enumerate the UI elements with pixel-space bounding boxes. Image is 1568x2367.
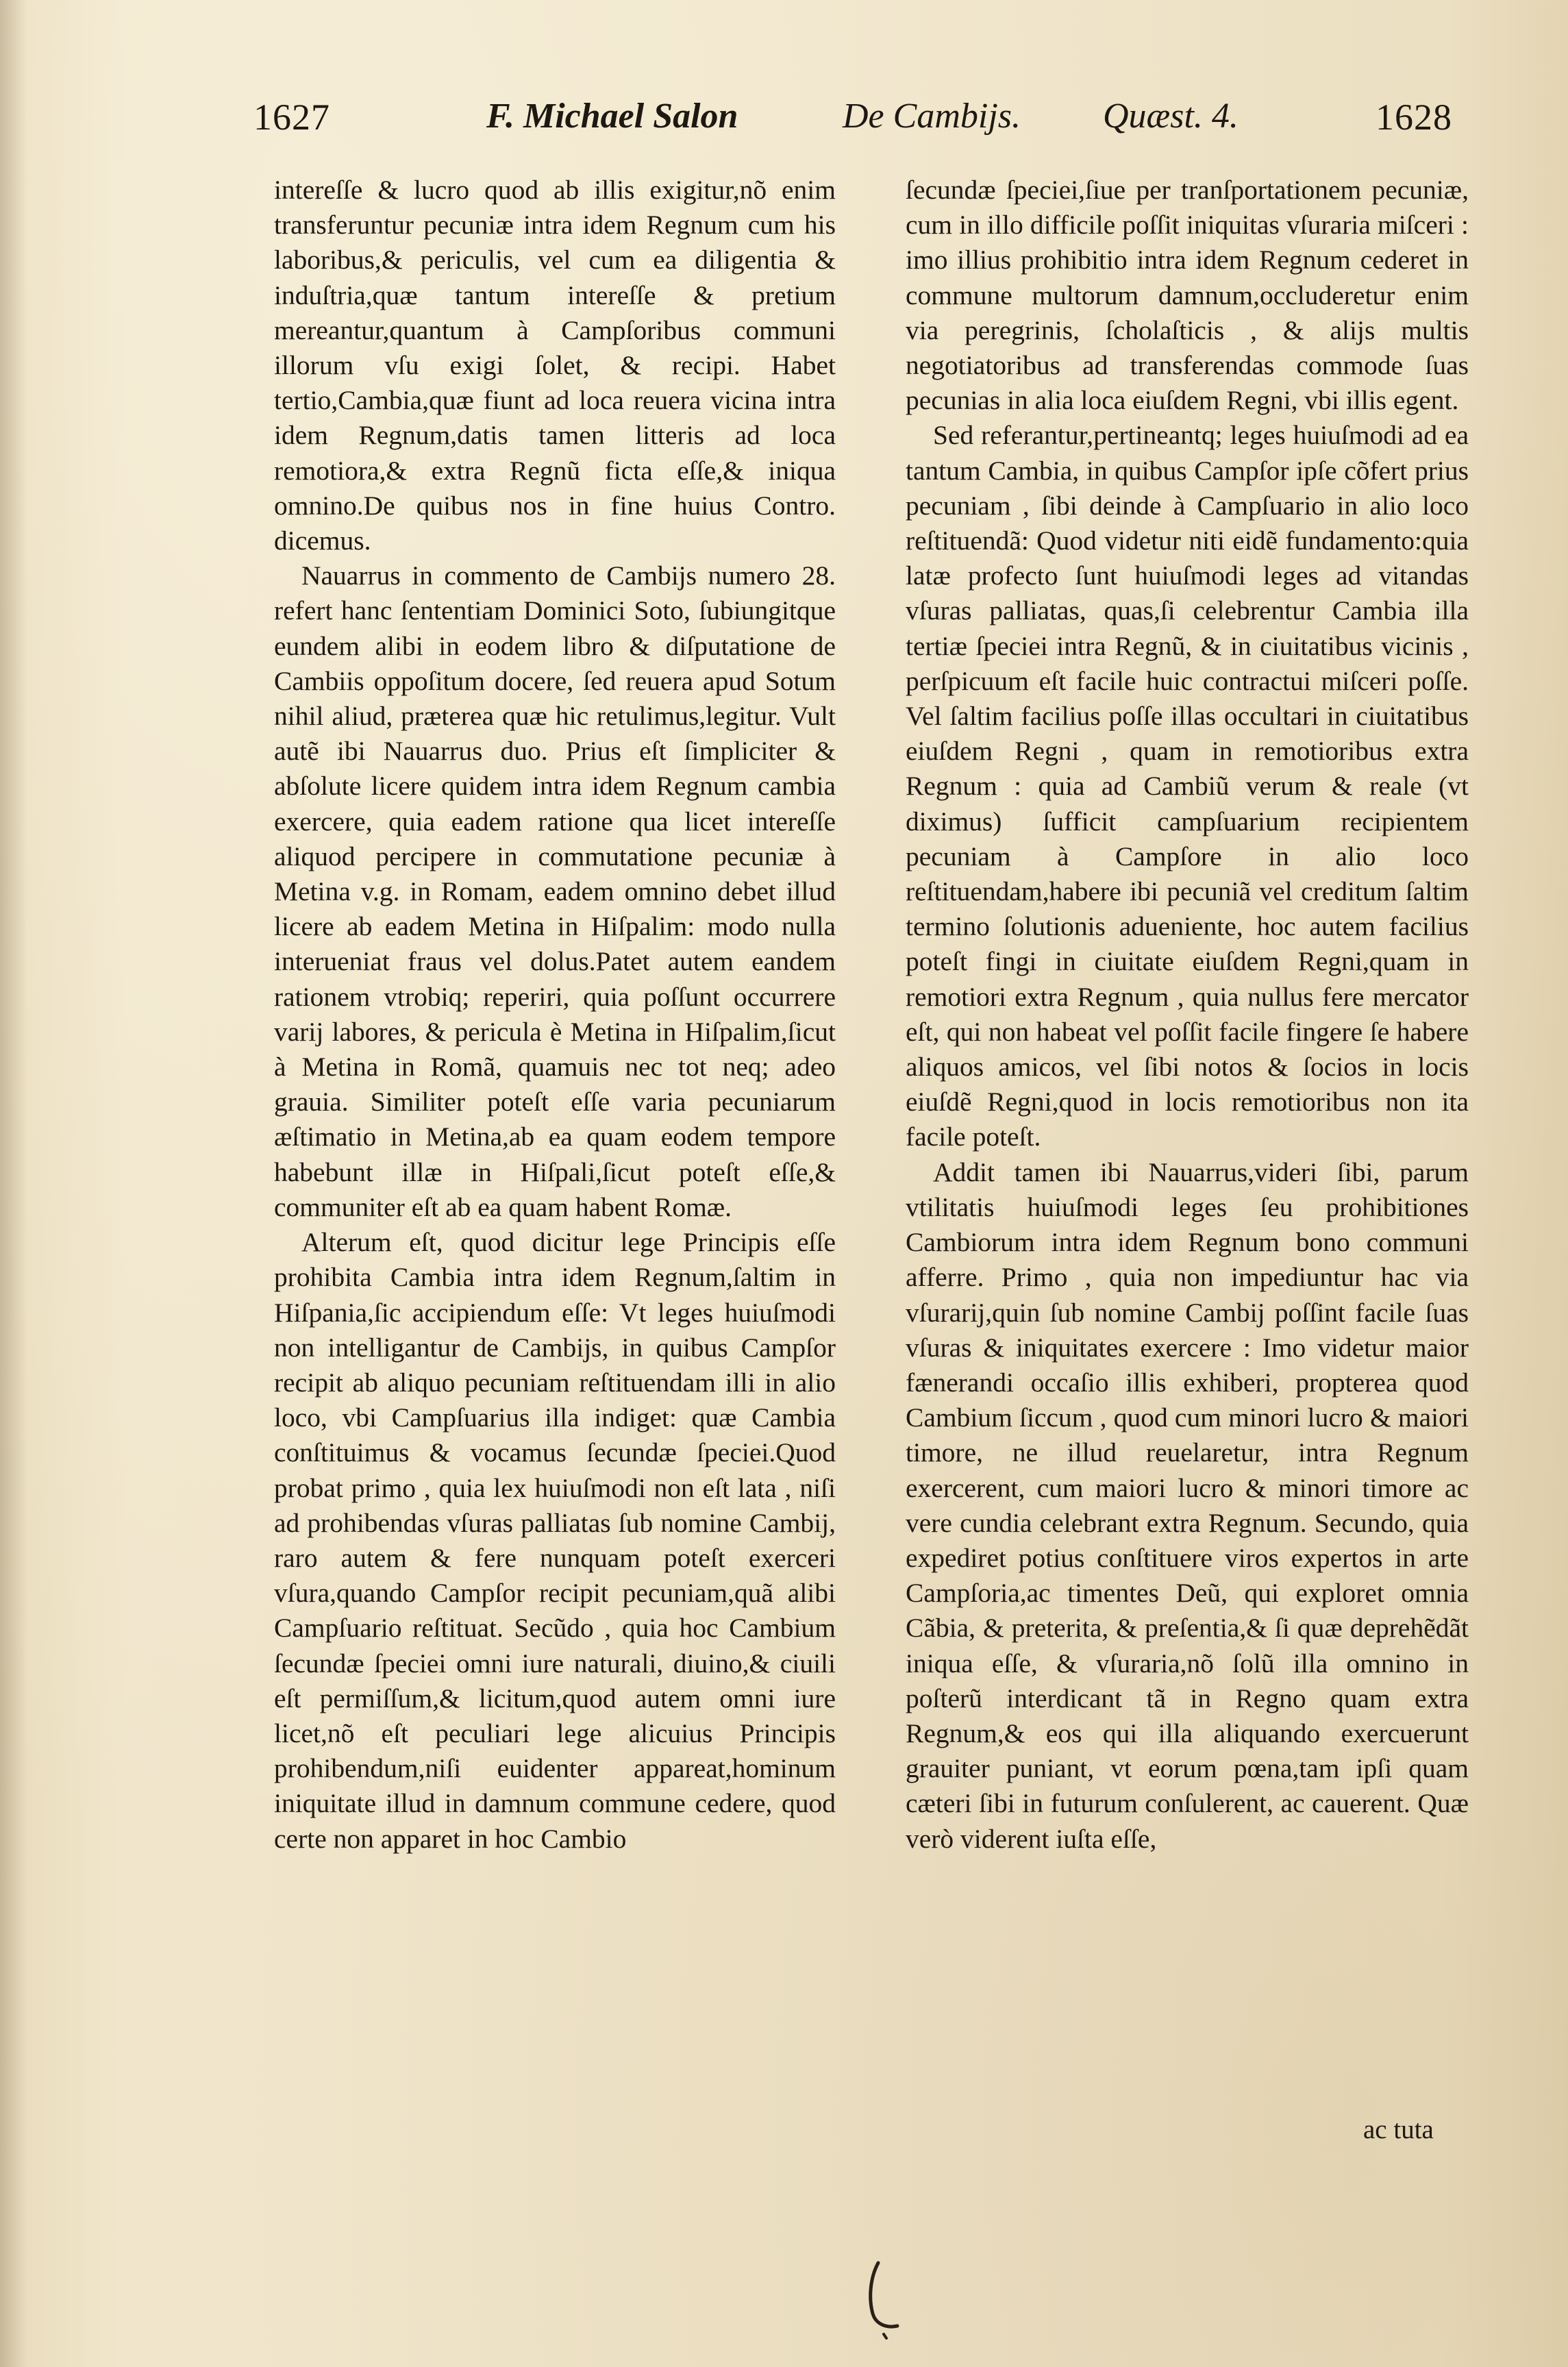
catchword: ac tuta	[1363, 2115, 1434, 2144]
ink-mark	[863, 2257, 904, 2340]
paragraph: ſecundæ ſpeciei,ſiue per tranſportationem pecuniæ, cum in illo difficile poſſit iniquitas vſuraria miſceri : imo illius prohibitio intra idem Regnum cederet in commune multorum damnum,occluderetur enim via peregrinis, ſcholaſticis , & alijs multis negotiatoribus ad transferendas commode ſuas pecunias in alia loca eiuſdem Regni, vbi illis egent.	[906, 175, 1469, 416]
page-number-left: 1627	[253, 97, 330, 138]
paragraph: Alterum eſt, quod dicitur lege Principis eſſe prohibita Cambia intra idem Regnum,ſaltim in Hiſpania,ſic accipiendum eſſe: Vt leges huiuſmodi non intelligantur de Cambijs, in quibus Campſor recipit ab aliquo pecuniam reſtituendam illi in alio loco, vbi Campſuarius illa indiget: quæ Cambia conſtituimus & vocamus ſecundæ ſpeciei.Quod probat primo , quia lex huiuſmodi non eſt lata , niſi ad prohibendas vſuras palliatas ſub nomine Cambij, raro autem & fere nunquam poteſt exerceri vſura,quando Campſor recipit pecuniam,quã alibi Campſuario reſtituat. Secũdo , quia hoc Cambium ſecundæ ſpeciei omni iure naturali, diuino,& ciuili eſt permiſſum,& licitum,quod autem omni iure licet,nõ eſt peculiari lege alicuius Principis prohibendum,niſi euidenter appareat,hominum iniquitate illud in damnum commune cedere, quod certe non apparet in hoc Cambio	[274, 1227, 836, 1854]
running-head-author: F. Michael Salon	[486, 97, 738, 136]
paragraph: Nauarrus in commento de Cambijs numero 28. refert hanc ſententiam Dominici Soto, ſubiungitque eundem alibi in eodem libro & diſputatione de Cambiis oppoſitum docere, ſed reuera apud Sotum nihil aliud, præterea quæ hic retulimus,legitur. Vult autẽ ibi Nauarrus duo. Prius eſt ſimpliciter & abſolute licere quidem intra idem Regnum cambia exercere, quia eadem ratione qua licet intereſſe aliquod percipere in commutatione pecuniæ à Metina v.g. in Romam, eadem omnino debet illud licere ab eadem Metina in Hiſpalim: modo nulla interueniat fraus vel dolus.Patet autem eandem rationem vtrobiq; reperiri, quia poſſunt occurrere varij labores, & pericula è Metina in Hiſpalim,ſicut à Metina in Romã, quamuis nec tot neq; adeo grauia. Similiter poteſt eſſe varia pecuniarum æſtimatio in Metina,ab ea quam eodem tempore habebunt illæ in Hiſpali,ſicut poteſt eſſe,& communiter eſt ab ea quam habent Romæ.	[274, 560, 836, 1222]
page-number-right: 1628	[1376, 97, 1452, 138]
running-head-title: De Cambijs.	[843, 97, 1021, 136]
paragraph: Addit tamen ibi Nauarrus,videri ſibi, parum vtilitatis huiuſmodi leges ſeu prohibitiones Cambiorum intra idem Regnum bono communi afferre. Primo , quia non impediuntur hac via vſurarij,quin ſub nomine Cambij poſſint facile ſuas vſuras & iniquitates exercere : Imo videtur maior fænerandi occaſio illis exhiberi, propterea quod Cambium ſiccum , quod cum minori lucro & maiori timore, ne illud reuelaretur, intra Regnum exercerent, cum maiori lucro & minori timore ac vere cundia celebrant extra Regnum. Secundo, quia expediret potius conſtituere viros expertos in arte Campſoria,ac timentes Deũ, qui exploret omnia Cãbia, & preterita, & preſentia,& ſi quæ deprehẽdãt iniqua eſſe, & vſuraria,nõ ſolũ illa omnino in poſterũ interdicant tã in Regno quam extra Regnum,& eos qui illa aliquando exercuerunt grauiter puniant, vt eorum pœna,tam ipſi quam cæteri ſibi in futurum conſulerent, ac cauerent. Quæ verò viderent iuſta eſſe,	[906, 1156, 1469, 1854]
paragraph: intereſſe & lucro quod ab illis exigitur,nõ enim transferuntur pecuniæ intra idem Regnum cum his laboribus,& periculis, vel cum ea diligentia & induſtria,quæ tantum intereſſe & pretium mereantur,quantum à Campſoribus communi illorum vſu exigi ſolet, & recipi. Habet tertio,Cambia,quæ fiunt ad loca reuera vicina intra idem Regnum,datis tamen litteris ad loca remotiora,& extra Regnũ ficta eſſe,& iniqua omnino.De quibus nos in fine huius Contro. dicemus.	[274, 175, 836, 556]
running-head-quaestio: Quæst. 4.	[1103, 97, 1239, 136]
running-header	[253, 96, 1452, 151]
right-column	[906, 173, 1469, 1857]
gutter-shadow	[0, 0, 27, 2367]
paragraph: Sed referantur,pertineantq; leges huiuſmodi ad ea tantum Cambia, in quibus Campſor ipſe cõfert prius pecuniam , ſibi deinde à Campſuario in alio loco reſtituendã: Quod videtur niti eidẽ fundamento:quia latæ profecto ſunt huiuſmodi leges ad vitandas vſuras palliatas, quas,ſi celebrentur Cambia illa tertiæ ſpeciei intra Regnũ, & in ciuitatibus vicinis , perſpicuum eſt facile huic contractui miſceri poſſe. Vel ſaltim facilius poſſe illas occultari in ciuitatibus eiuſdem Regni , quam in remotioribus extra Regnum : quia ad Cambiũ verum & reale (vt diximus) ſufficit campſuarium recipientem pecuniam à Campſore in alio loco reſtituendam,habere ibi pecuniã vel creditum ſaltim termino ſolutionis adueniente, hoc autem facilius poteſt fingi in ciuitate eiuſdem Regni,quam in remotiori extra Regnum , quia nullus fere mercator eſt, qui non habeat vel poſſit facile fingere ſe habere aliquos amicos, vel ſibi notos & ſocios in locis eiuſdẽ Regni,quod in locis remotioribus non ita facile poteſt.	[906, 420, 1469, 1152]
left-column	[274, 173, 836, 1857]
